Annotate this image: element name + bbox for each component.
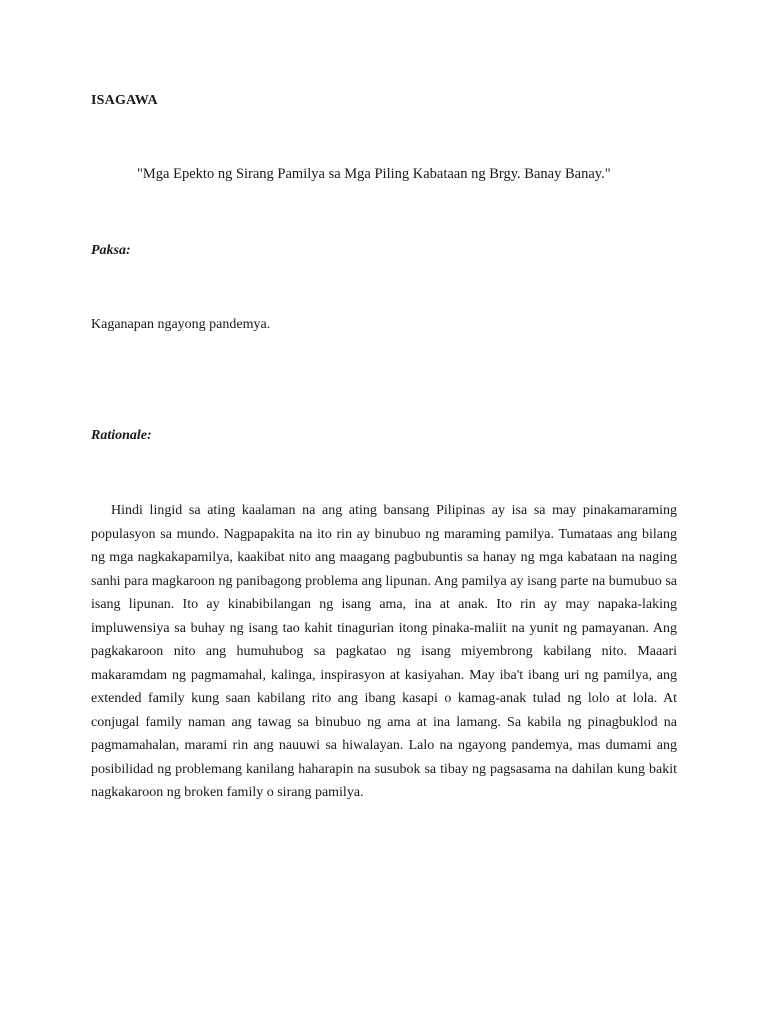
document-heading: ISAGAWA xyxy=(91,93,158,108)
rationale-paragraph: Hindi lingid sa ating kaalaman na ang ating bansang Pilipinas ay isa sa may pinakamaraming populasyon sa mundo. Nagpapakita na ito rin ay binubuo ng maraming pamilya. Tumataas ang bilang ng mga nagkakapamilya, kaakibat nito ang maagang pagbubuntis sa hanay ng mga kabataan na naging sanhi para magkaroon ng panibagong problema ang lipunan. Ang pamilya ay isang parte na bumubuo sa isang lipunan. Ito ay kinabibilangan ng isang ama, ina at anak. Ito rin ay may napaka-laking impluwensiya sa buhay ng isang tao kahit tinagurian itong pinaka-maliit na yunit ng pamayanan. Ang pagkakaroon nito ang humuhubog sa pagkatao ng isang miyembrong kabilang nito. Maaari makaramdam ng pagmamahal, kalinga, inspirasyon at kasiyahan. May iba't ibang uri ng pamilya, ang extended family kung saan kabilang rito ang ibang kasapi o kamag-anak tulad ng lolo at lola. At conjugal family naman ang tawag sa binubuo ng ama at ina lamang. Sa kabila ng pinagbuklod na pagmamahalan, marami rin ang nauuwi sa hiwalayan. Lalo na ngayong pandemya, mas dumami ang posibilidad ng problemang kanilang haharapin na susubok sa tibay ng pagsasama na dahilan kung bakit nagkakaroon ng broken family o sirang pamilya. xyxy=(91,503,677,800)
document-title: "Mga Epekto ng Sirang Pamilya sa Mga Piling Kabataan ng Brgy. Banay Banay." xyxy=(137,166,611,182)
paksa-text: Kaganapan ngayong pandemya. xyxy=(91,317,271,332)
rationale-label: Rationale: xyxy=(91,428,152,443)
paksa-label: Paksa: xyxy=(91,243,131,258)
